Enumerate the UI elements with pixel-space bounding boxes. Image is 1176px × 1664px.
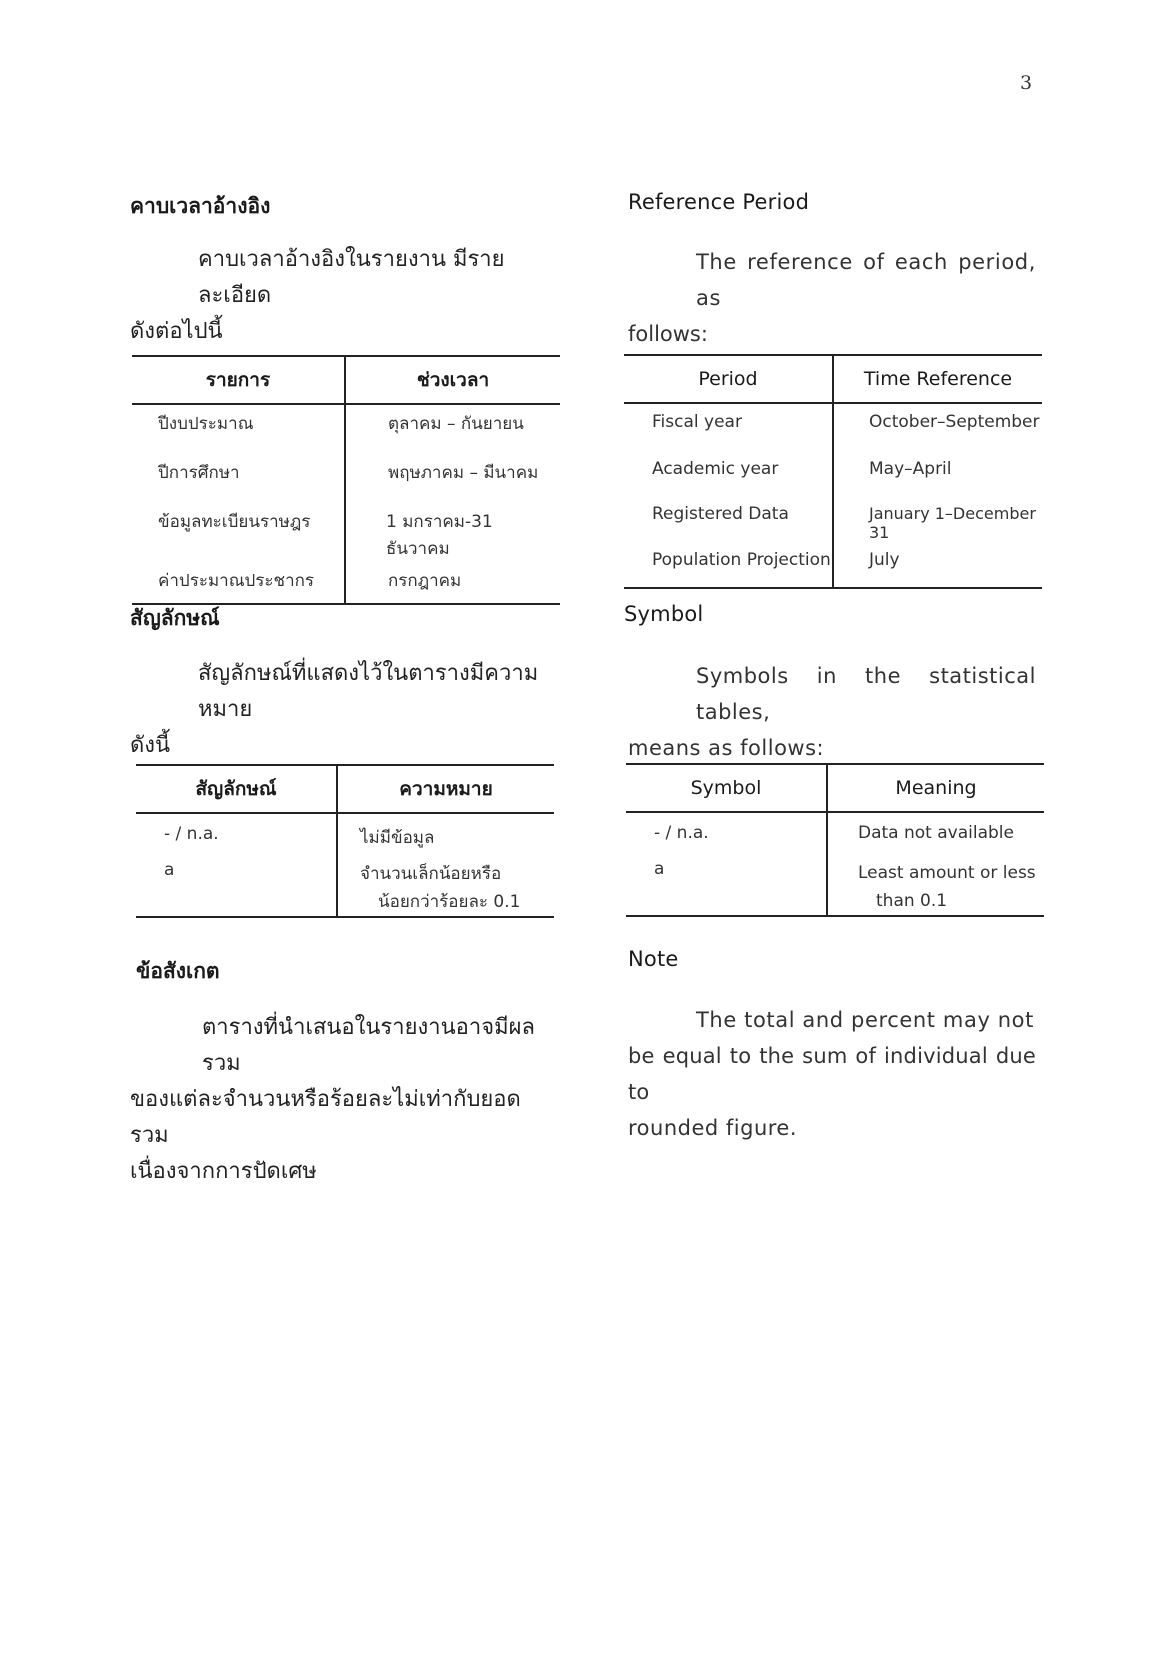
en-symbol-header-symbol: Symbol [626, 764, 827, 812]
en-ref-cell-time: January 1–December 31 [869, 504, 1036, 542]
en-symbol-meaning-line1: Least amount or less [858, 863, 1036, 883]
en-symbol-header-meaning: Meaning [895, 777, 977, 799]
thai-note-heading: ข้อสังเกต [136, 959, 220, 983]
table-row [624, 542, 1042, 588]
table-row [626, 812, 1044, 857]
thai-ref-header-period: ช่วงเวลา [416, 369, 490, 391]
thai-ref-heading: คาบเวลาอ้างอิง [130, 194, 271, 218]
en-ref-cell-period: Academic year [624, 451, 833, 496]
en-note-paragraph [628, 1002, 1036, 1146]
en-symbol-paragraph-line1: Symbols in the statistical tables, [696, 664, 1036, 724]
thai-symbol-header-symbol: สัญลักษณ์ [136, 765, 337, 813]
en-ref-cell-time: July [869, 550, 900, 570]
en-symbol-heading: Symbol [624, 602, 704, 626]
thai-ref-cell-item: ปีการศึกษา [132, 454, 345, 503]
table-row [626, 857, 1044, 916]
thai-ref-header-item: รายการ [132, 356, 345, 404]
thai-symbol-header-meaning: ความหมาย [399, 778, 493, 800]
thai-note-paragraph [130, 1010, 550, 1190]
en-symbol-table [626, 763, 1044, 917]
thai-symbol-paragraph-line1: สัญลักษณ์ที่แสดงไว้ในตารางมีความหมาย [198, 661, 539, 722]
table-row [132, 454, 560, 503]
en-ref-cell-period: Fiscal year [624, 403, 833, 451]
table-row [132, 503, 560, 562]
en-symbol-meaning-line2: than 0.1 [876, 891, 948, 911]
en-note-line1: The total and percent may not [696, 1008, 1034, 1032]
en-ref-cell-time: October–September [869, 412, 1040, 432]
table-row [624, 496, 1042, 542]
thai-ref-cell-item: ข้อมูลทะเบียนราษฎร [132, 503, 345, 562]
en-ref-header-time-reference: Time Reference [863, 368, 1013, 390]
en-ref-header-period: Period [624, 355, 833, 403]
thai-ref-paragraph [130, 242, 550, 350]
en-symbol-cell-symbol: - / n.a. [626, 812, 827, 857]
thai-ref-cell-period: พฤษภาคม – มีนาคม [388, 463, 539, 483]
page-number: 3 [1020, 72, 1033, 94]
thai-ref-paragraph-line2: ดังต่อไปนี้ [130, 319, 223, 344]
thai-ref-cell-period: 1 มกราคม-31 ธันวาคม [386, 512, 493, 559]
thai-symbol-cell-meaning [337, 858, 554, 917]
table-row [132, 404, 560, 454]
thai-symbol-cell-symbol: - / n.a. [136, 813, 337, 858]
table-row [624, 451, 1042, 496]
thai-ref-cell-period: ตุลาคม – กันยายน [388, 414, 524, 434]
en-note-heading: Note [628, 947, 679, 971]
thai-symbol-meaning-line2: น้อยกว่าร้อยละ 0.1 [378, 892, 521, 912]
thai-symbol-cell-symbol: a [136, 858, 337, 917]
table-row [624, 403, 1042, 451]
thai-ref-paragraph-line1: คาบเวลาอ้างอิงในรายงาน มีรายละเอียด [198, 247, 505, 308]
en-symbol-cell-symbol: a [626, 857, 827, 916]
thai-symbol-paragraph-line2: ดังนี้ [130, 733, 171, 758]
en-ref-cell-period: Registered Data [624, 496, 833, 542]
thai-symbol-meaning-line1: จำนวนเล็กน้อยหรือ [360, 864, 502, 884]
thai-ref-cell-item: ปีงบประมาณ [132, 404, 345, 454]
en-ref-paragraph [628, 244, 1036, 352]
thai-symbol-heading: สัญลักษณ์ [130, 606, 220, 630]
table-row [136, 858, 554, 917]
thai-symbol-table [136, 764, 554, 918]
thai-ref-cell-item: ค่าประมาณประชากร [132, 562, 345, 604]
thai-ref-table [132, 355, 560, 605]
en-ref-table [624, 354, 1042, 589]
en-ref-paragraph-line1: The reference of each period, as [696, 250, 1036, 310]
en-note-line2: be equal to the sum of individual due to [628, 1044, 1036, 1104]
table-row [132, 562, 560, 604]
en-symbol-paragraph-line2: means as follows: [628, 736, 825, 760]
thai-symbol-cell-meaning: ไม่มีข้อมูล [360, 828, 435, 848]
table-row [136, 813, 554, 858]
en-ref-paragraph-line2: follows: [628, 322, 708, 346]
en-symbol-paragraph [628, 658, 1036, 766]
en-note-line3: rounded figure. [628, 1116, 798, 1140]
thai-note-line1: ตารางที่นำเสนอในรายงานอาจมีผลรวม [202, 1015, 535, 1076]
en-ref-cell-time: May–April [869, 459, 952, 479]
en-symbol-cell-meaning [827, 857, 1044, 916]
en-ref-cell-period: Population Projection [624, 542, 833, 588]
en-symbol-cell-meaning: Data not available [858, 823, 1014, 843]
en-ref-heading: Reference Period [628, 190, 810, 214]
thai-symbol-paragraph [130, 656, 550, 764]
thai-note-line3: เนื่องจากการปัดเศษ [130, 1159, 317, 1184]
thai-note-line2: ของแต่ละจำนวนหรือร้อยละไม่เท่ากับยอดรวม [130, 1087, 521, 1148]
thai-ref-cell-period: กรกฎาคม [388, 571, 462, 591]
